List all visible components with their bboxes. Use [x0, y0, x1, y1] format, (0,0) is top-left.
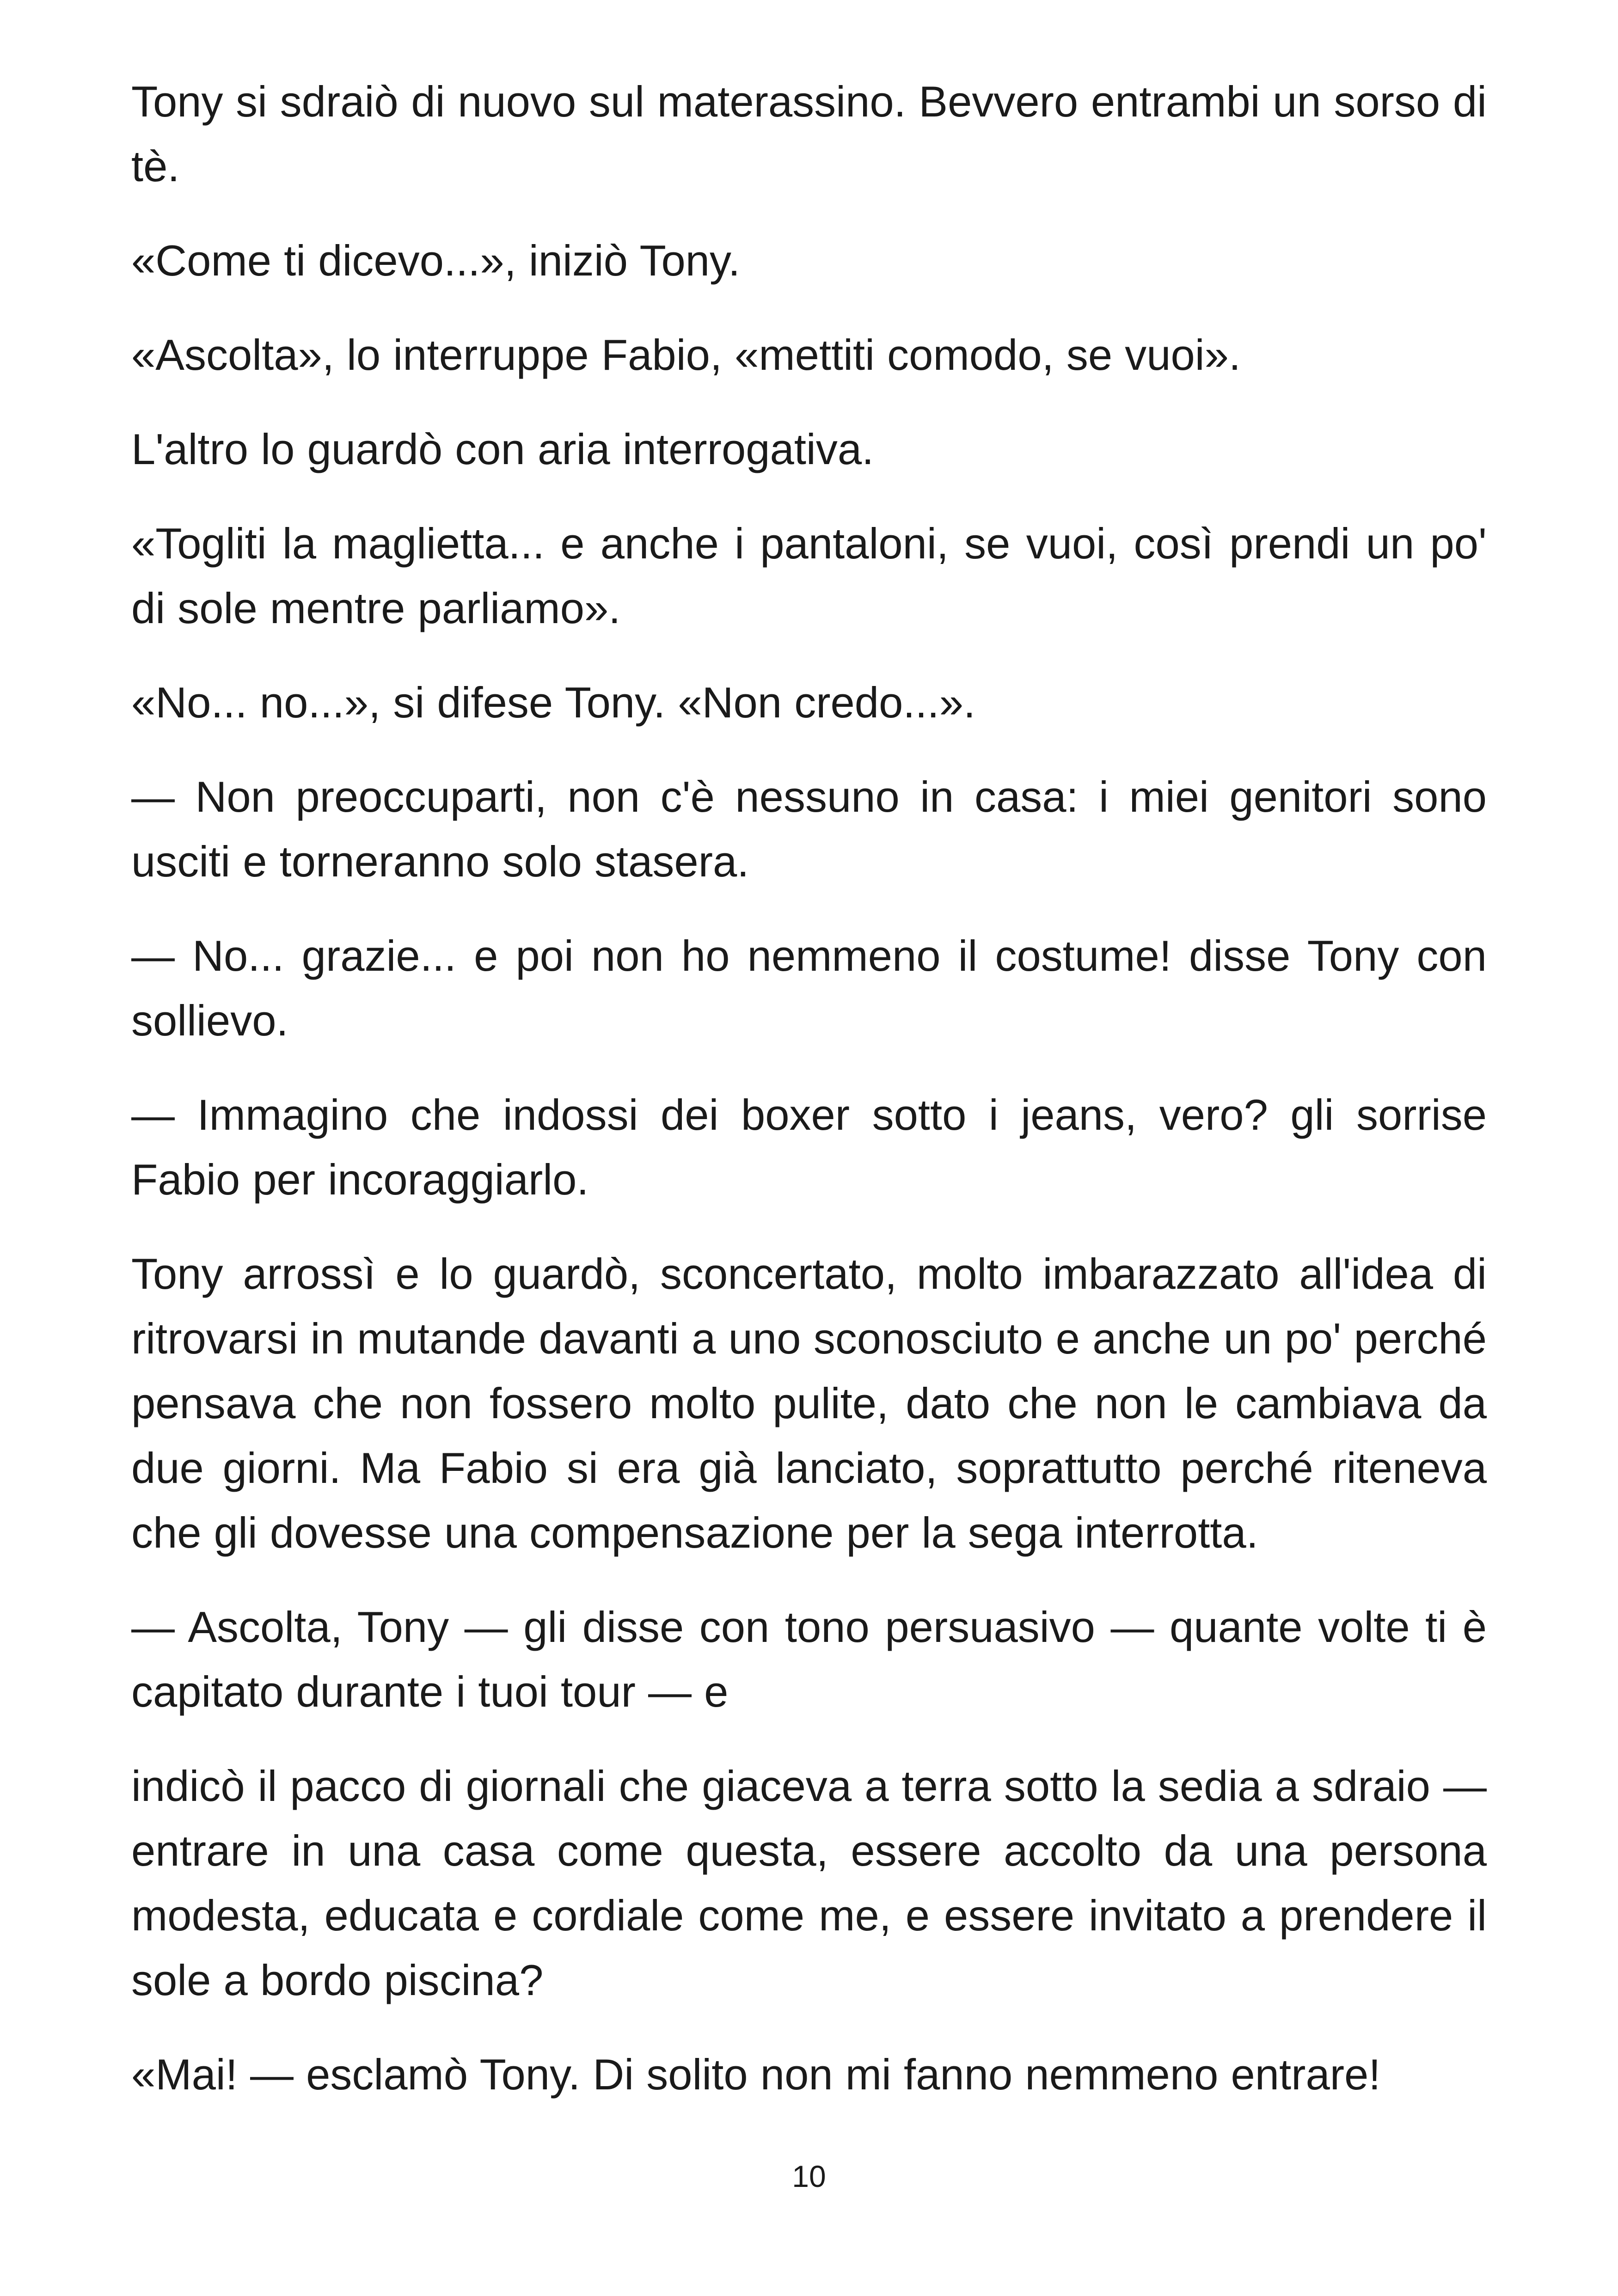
paragraph: «Mai! — esclamò Tony. Di solito non mi fanno nemmeno entrare! [131, 2050, 1381, 2099]
paragraph: L'altro lo guardò con aria interrogativa. [131, 425, 874, 473]
paragraph: «Togliti la maglietta... e anche i pantaloni, se vuoi, così prendi un po' di sole mentre parliamo». [131, 519, 1487, 632]
paragraph: Tony arrossì e lo guardò, sconcertato, molto imbarazzato all'idea di ritrovarsi in mutande davanti a uno sconosciuto e anche un po' perché pensava che non fossero molto pulite, dato che non le cambiava da due giorni. Ma Fabio si era già lanciato, soprattutto perché riteneva che gli dovesse una compensazione per la sega interrotta. [131, 1249, 1487, 1557]
paragraph: «No... no...», si difese Tony. «Non credo...». [131, 678, 976, 727]
paragraph: indicò il pacco di giornali che giaceva a terra sotto la sedia a sdraio — entrare in una casa come questa, essere accolto da una persona modesta, educata e cordiale come me, e essere invitato a prendere il sole a bordo piscina? [131, 1762, 1487, 2004]
paragraph: — No... grazie... e poi non ho nemmeno il costume! disse Tony con sollievo. [131, 931, 1487, 1045]
document-body [131, 69, 1487, 2137]
page-number: 10 [792, 2159, 826, 2193]
paragraph: — Immagino che indossi dei boxer sotto i jeans, vero? gli sorrise Fabio per incoraggiarlo. [131, 1090, 1487, 1204]
paragraph: Tony si sdraiò di nuovo sul materassino. Bevvero entrambi un sorso di tè. [131, 77, 1487, 190]
paragraph: — Non preoccuparti, non c'è nessuno in casa: i miei genitori sono usciti e torneranno solo stasera. [131, 772, 1487, 886]
paragraph: «Come ti dicevo...», iniziò Tony. [131, 236, 741, 285]
paragraph: «Ascolta», lo interruppe Fabio, «mettiti comodo, se vuoi». [131, 331, 1241, 379]
paragraph: — Ascolta, Tony — gli disse con tono persuasivo — quante volte ti è capitato durante i tuoi tour — e [131, 1603, 1487, 1716]
